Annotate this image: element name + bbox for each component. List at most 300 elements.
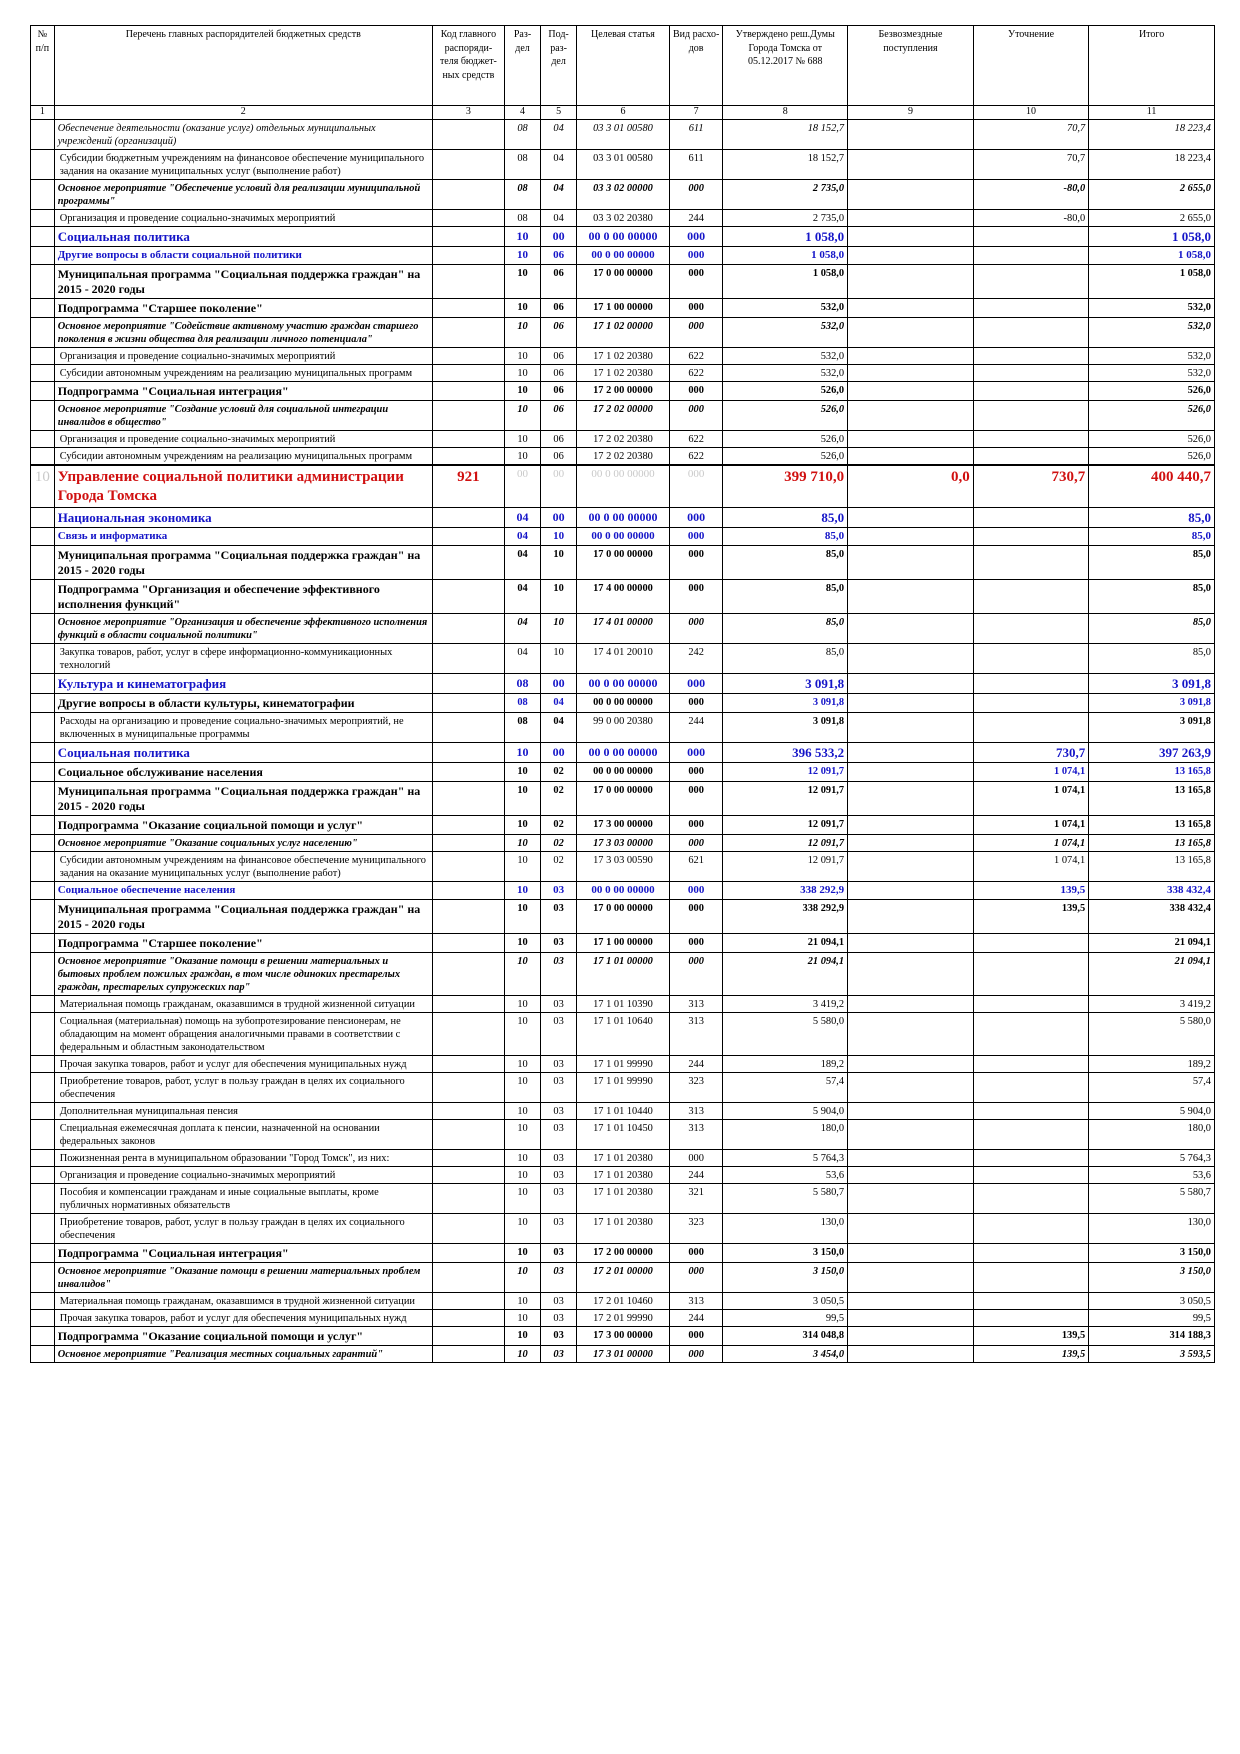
row-name: Муниципальная программа "Социальная поддержка граждан" на 2015 - 2020 годы bbox=[54, 545, 432, 579]
table-row bbox=[31, 120, 1215, 150]
row-target-article: 17 1 01 99990 bbox=[577, 1072, 670, 1102]
row-grants bbox=[848, 150, 974, 180]
row-section: 10 bbox=[504, 448, 540, 466]
row-code bbox=[432, 693, 504, 712]
row-name: Подпрограмма "Оказание социальной помощи и услуг" bbox=[54, 816, 432, 835]
row-name: Муниципальная программа "Социальная поддержка граждан" на 2015 - 2020 годы bbox=[54, 899, 432, 933]
row-expense-type: 244 bbox=[669, 1055, 723, 1072]
row-total: 85,0 bbox=[1089, 527, 1215, 545]
row-grants bbox=[848, 227, 974, 247]
col-header: Раз-дел bbox=[504, 26, 540, 106]
row-target-article: 00 0 00 00000 bbox=[577, 882, 670, 900]
row-name: Управление социальной политики администрации Города Томска bbox=[54, 465, 432, 507]
row-approved: 1 058,0 bbox=[723, 247, 848, 265]
row-total: 314 188,3 bbox=[1089, 1326, 1215, 1345]
row-code bbox=[432, 150, 504, 180]
row-subsection: 03 bbox=[541, 1309, 577, 1326]
row-code bbox=[432, 448, 504, 466]
row-total: 180,0 bbox=[1089, 1119, 1215, 1149]
row-section: 10 bbox=[504, 882, 540, 900]
row-expense-type: 000 bbox=[669, 763, 723, 782]
row-approved: 5 580,0 bbox=[723, 1012, 848, 1055]
row-approved: 532,0 bbox=[723, 318, 848, 348]
row-name: Подпрограмма "Старшее поколение" bbox=[54, 933, 432, 952]
row-code bbox=[432, 180, 504, 210]
row-section: 10 bbox=[504, 952, 540, 995]
row-approved: 12 091,7 bbox=[723, 782, 848, 816]
row-code bbox=[432, 952, 504, 995]
row-code bbox=[432, 507, 504, 527]
row-code bbox=[432, 643, 504, 673]
row-grants bbox=[848, 1243, 974, 1262]
row-code bbox=[432, 265, 504, 299]
row-code bbox=[432, 247, 504, 265]
row-section: 10 bbox=[504, 382, 540, 401]
row-expense-type: 622 bbox=[669, 365, 723, 382]
row-subsection: 03 bbox=[541, 1012, 577, 1055]
row-subsection: 10 bbox=[541, 643, 577, 673]
row-section: 08 bbox=[504, 712, 540, 742]
row-target-article: 17 3 00 00000 bbox=[577, 816, 670, 835]
row-approved: 18 152,7 bbox=[723, 120, 848, 150]
row-number bbox=[31, 673, 55, 693]
row-number bbox=[31, 852, 55, 882]
row-section: 04 bbox=[504, 643, 540, 673]
row-target-article: 03 3 01 00580 bbox=[577, 150, 670, 180]
row-adjustment: -80,0 bbox=[973, 180, 1088, 210]
row-approved: 3 091,8 bbox=[723, 712, 848, 742]
row-approved: 130,0 bbox=[723, 1213, 848, 1243]
row-code bbox=[432, 742, 504, 762]
row-section: 10 bbox=[504, 1119, 540, 1149]
row-subsection: 04 bbox=[541, 150, 577, 180]
row-number bbox=[31, 613, 55, 643]
row-total: 99,5 bbox=[1089, 1309, 1215, 1326]
row-subsection: 03 bbox=[541, 1345, 577, 1362]
row-approved: 3 454,0 bbox=[723, 1345, 848, 1362]
row-name: Организация и проведение социально-значимых мероприятий bbox=[54, 431, 432, 448]
row-expense-type: 000 bbox=[669, 1345, 723, 1362]
row-expense-type: 000 bbox=[669, 1149, 723, 1166]
table-row bbox=[31, 1345, 1215, 1362]
row-grants bbox=[848, 1072, 974, 1102]
row-target-article: 17 1 01 20380 bbox=[577, 1183, 670, 1213]
row-name: Социальная политика bbox=[54, 742, 432, 762]
row-number bbox=[31, 150, 55, 180]
row-name: Закупка товаров, работ, услуг в сфере информационно-коммуникационных технологий bbox=[54, 643, 432, 673]
row-total: 2 655,0 bbox=[1089, 180, 1215, 210]
table-row bbox=[31, 995, 1215, 1012]
row-target-article: 03 3 02 00000 bbox=[577, 180, 670, 210]
row-expense-type: 000 bbox=[669, 816, 723, 835]
row-code bbox=[432, 782, 504, 816]
row-section: 10 bbox=[504, 1213, 540, 1243]
row-total: 3 091,8 bbox=[1089, 693, 1215, 712]
row-grants bbox=[848, 180, 974, 210]
row-grants bbox=[848, 899, 974, 933]
row-approved: 2 735,0 bbox=[723, 210, 848, 227]
row-subsection: 06 bbox=[541, 431, 577, 448]
row-adjustment: 730,7 bbox=[973, 742, 1088, 762]
row-subsection: 03 bbox=[541, 1166, 577, 1183]
row-approved: 3 091,8 bbox=[723, 693, 848, 712]
row-adjustment: 139,5 bbox=[973, 1345, 1088, 1362]
row-number bbox=[31, 120, 55, 150]
table-row bbox=[31, 150, 1215, 180]
row-expense-type: 000 bbox=[669, 693, 723, 712]
row-number bbox=[31, 545, 55, 579]
row-adjustment bbox=[973, 1055, 1088, 1072]
row-target-article: 17 2 00 00000 bbox=[577, 382, 670, 401]
col-number: 8 bbox=[723, 106, 848, 120]
table-row bbox=[31, 210, 1215, 227]
table-row bbox=[31, 952, 1215, 995]
row-expense-type: 611 bbox=[669, 120, 723, 150]
row-number bbox=[31, 227, 55, 247]
row-expense-type: 313 bbox=[669, 1119, 723, 1149]
row-grants bbox=[848, 882, 974, 900]
row-approved: 396 533,2 bbox=[723, 742, 848, 762]
row-total: 13 165,8 bbox=[1089, 816, 1215, 835]
table-row bbox=[31, 265, 1215, 299]
row-adjustment bbox=[973, 382, 1088, 401]
row-subsection: 03 bbox=[541, 1183, 577, 1213]
row-name: Обеспечение деятельности (оказание услуг) отдельных муниципальных учреждений (организаций) bbox=[54, 120, 432, 150]
row-total: 189,2 bbox=[1089, 1055, 1215, 1072]
col-number: 4 bbox=[504, 106, 540, 120]
row-number bbox=[31, 995, 55, 1012]
row-grants bbox=[848, 299, 974, 318]
row-section: 10 bbox=[504, 1326, 540, 1345]
row-subsection: 04 bbox=[541, 210, 577, 227]
row-target-article: 99 0 00 20380 bbox=[577, 712, 670, 742]
row-expense-type: 000 bbox=[669, 835, 723, 852]
row-adjustment bbox=[973, 613, 1088, 643]
row-name: Социальное обслуживание населения bbox=[54, 763, 432, 782]
row-code bbox=[432, 431, 504, 448]
row-grants bbox=[848, 852, 974, 882]
row-subsection: 06 bbox=[541, 299, 577, 318]
row-subsection: 00 bbox=[541, 507, 577, 527]
row-code bbox=[432, 1072, 504, 1102]
row-target-article: 00 0 00 00000 bbox=[577, 527, 670, 545]
row-total: 5 904,0 bbox=[1089, 1102, 1215, 1119]
row-total: 526,0 bbox=[1089, 448, 1215, 466]
row-grants bbox=[848, 401, 974, 431]
table-row bbox=[31, 835, 1215, 852]
table-row bbox=[31, 365, 1215, 382]
row-subsection: 03 bbox=[541, 933, 577, 952]
col-header: Под-раз-дел bbox=[541, 26, 577, 106]
row-number bbox=[31, 782, 55, 816]
row-grants bbox=[848, 507, 974, 527]
table-row bbox=[31, 382, 1215, 401]
row-section: 04 bbox=[504, 613, 540, 643]
row-target-article: 00 0 00 00000 bbox=[577, 465, 670, 507]
row-section: 10 bbox=[504, 401, 540, 431]
row-grants bbox=[848, 1012, 974, 1055]
row-code bbox=[432, 318, 504, 348]
row-code bbox=[432, 763, 504, 782]
row-adjustment: 139,5 bbox=[973, 899, 1088, 933]
row-adjustment bbox=[973, 265, 1088, 299]
row-expense-type: 000 bbox=[669, 1243, 723, 1262]
row-approved: 526,0 bbox=[723, 382, 848, 401]
col-number: 9 bbox=[848, 106, 974, 120]
row-adjustment: -80,0 bbox=[973, 210, 1088, 227]
row-target-article: 17 3 00 00000 bbox=[577, 1326, 670, 1345]
row-code bbox=[432, 933, 504, 952]
row-approved: 526,0 bbox=[723, 448, 848, 466]
table-row bbox=[31, 299, 1215, 318]
row-grants bbox=[848, 1345, 974, 1362]
row-adjustment bbox=[973, 1262, 1088, 1292]
row-number bbox=[31, 1183, 55, 1213]
row-expense-type: 621 bbox=[669, 852, 723, 882]
row-subsection: 03 bbox=[541, 952, 577, 995]
row-target-article: 17 1 01 20380 bbox=[577, 1213, 670, 1243]
table-row bbox=[31, 782, 1215, 816]
row-grants bbox=[848, 1292, 974, 1309]
row-number bbox=[31, 210, 55, 227]
table-row bbox=[31, 1262, 1215, 1292]
row-name: Основное мероприятие "Обеспечение условий для реализации муниципальной программы" bbox=[54, 180, 432, 210]
row-number bbox=[31, 899, 55, 933]
table-row bbox=[31, 431, 1215, 448]
row-number bbox=[31, 882, 55, 900]
row-approved: 1 058,0 bbox=[723, 265, 848, 299]
row-total: 18 223,4 bbox=[1089, 150, 1215, 180]
row-name: Организация и проведение социально-значимых мероприятий bbox=[54, 1166, 432, 1183]
row-code bbox=[432, 210, 504, 227]
row-approved: 189,2 bbox=[723, 1055, 848, 1072]
row-total: 130,0 bbox=[1089, 1213, 1215, 1243]
table-row bbox=[31, 527, 1215, 545]
row-subsection: 00 bbox=[541, 673, 577, 693]
row-name: Основное мероприятие "Реализация местных социальных гарантий" bbox=[54, 1345, 432, 1362]
col-number: 11 bbox=[1089, 106, 1215, 120]
row-target-article: 00 0 00 00000 bbox=[577, 742, 670, 762]
row-total: 13 165,8 bbox=[1089, 763, 1215, 782]
row-approved: 338 292,9 bbox=[723, 882, 848, 900]
row-expense-type: 244 bbox=[669, 1309, 723, 1326]
row-adjustment bbox=[973, 227, 1088, 247]
row-subsection: 10 bbox=[541, 527, 577, 545]
col-header: Уточнение bbox=[973, 26, 1088, 106]
row-grants bbox=[848, 673, 974, 693]
row-grants bbox=[848, 816, 974, 835]
row-total: 5 580,7 bbox=[1089, 1183, 1215, 1213]
col-header: Вид расхо-дов bbox=[669, 26, 723, 106]
table-row bbox=[31, 1055, 1215, 1072]
row-subsection: 04 bbox=[541, 712, 577, 742]
row-target-article: 17 2 02 20380 bbox=[577, 448, 670, 466]
row-target-article: 00 0 00 00000 bbox=[577, 673, 670, 693]
row-number bbox=[31, 348, 55, 365]
row-target-article: 03 3 01 00580 bbox=[577, 120, 670, 150]
row-number bbox=[31, 1292, 55, 1309]
row-name: Основное мероприятие "Создание условий для социальной интеграции инвалидов в общество" bbox=[54, 401, 432, 431]
row-target-article: 17 2 02 00000 bbox=[577, 401, 670, 431]
row-number bbox=[31, 401, 55, 431]
table-row bbox=[31, 899, 1215, 933]
row-target-article: 17 1 01 00000 bbox=[577, 952, 670, 995]
table-row bbox=[31, 465, 1215, 507]
row-code bbox=[432, 401, 504, 431]
row-total: 13 165,8 bbox=[1089, 782, 1215, 816]
row-expense-type: 000 bbox=[669, 782, 723, 816]
row-approved: 85,0 bbox=[723, 507, 848, 527]
row-number bbox=[31, 816, 55, 835]
row-approved: 85,0 bbox=[723, 527, 848, 545]
row-approved: 2 735,0 bbox=[723, 180, 848, 210]
row-subsection: 03 bbox=[541, 1072, 577, 1102]
row-target-article: 00 0 00 00000 bbox=[577, 507, 670, 527]
row-subsection: 10 bbox=[541, 613, 577, 643]
row-total: 5 764,3 bbox=[1089, 1149, 1215, 1166]
row-code bbox=[432, 1292, 504, 1309]
row-adjustment bbox=[973, 348, 1088, 365]
row-name: Основное мероприятие "Организация и обеспечение эффективного исполнения функций в области социальной политики" bbox=[54, 613, 432, 643]
row-name: Материальная помощь гражданам, оказавшимся в трудной жизненной ситуации bbox=[54, 1292, 432, 1309]
row-approved: 3 050,5 bbox=[723, 1292, 848, 1309]
row-subsection: 02 bbox=[541, 835, 577, 852]
row-total: 3 150,0 bbox=[1089, 1243, 1215, 1262]
row-code bbox=[432, 1213, 504, 1243]
col-header: Целевая статья bbox=[577, 26, 670, 106]
row-number bbox=[31, 933, 55, 952]
col-number: 10 bbox=[973, 106, 1088, 120]
row-name: Национальная экономика bbox=[54, 507, 432, 527]
row-expense-type: 000 bbox=[669, 227, 723, 247]
row-grants bbox=[848, 1262, 974, 1292]
row-total: 57,4 bbox=[1089, 1072, 1215, 1102]
row-number bbox=[31, 365, 55, 382]
row-number bbox=[31, 712, 55, 742]
row-adjustment: 1 074,1 bbox=[973, 782, 1088, 816]
row-section: 04 bbox=[504, 527, 540, 545]
row-grants bbox=[848, 1102, 974, 1119]
row-code bbox=[432, 1055, 504, 1072]
row-expense-type: 313 bbox=[669, 1292, 723, 1309]
row-total: 526,0 bbox=[1089, 382, 1215, 401]
row-approved: 314 048,8 bbox=[723, 1326, 848, 1345]
row-grants bbox=[848, 365, 974, 382]
row-expense-type: 321 bbox=[669, 1183, 723, 1213]
row-subsection: 03 bbox=[541, 1149, 577, 1166]
row-adjustment bbox=[973, 1213, 1088, 1243]
row-section: 08 bbox=[504, 210, 540, 227]
row-section: 10 bbox=[504, 742, 540, 762]
row-total: 85,0 bbox=[1089, 643, 1215, 673]
row-number bbox=[31, 952, 55, 995]
row-grants bbox=[848, 952, 974, 995]
row-code bbox=[432, 899, 504, 933]
row-adjustment bbox=[973, 1309, 1088, 1326]
row-target-article: 17 2 01 10460 bbox=[577, 1292, 670, 1309]
row-grants bbox=[848, 782, 974, 816]
row-name: Социальная (материальная) помощь на зубопротезирование пенсионерам, не обладающим на момент обращения аналогичными правами в соответствии с федеральным и областным законодательством bbox=[54, 1012, 432, 1055]
row-total: 1 058,0 bbox=[1089, 227, 1215, 247]
row-expense-type: 000 bbox=[669, 1262, 723, 1292]
row-target-article: 17 4 00 00000 bbox=[577, 579, 670, 613]
row-name: Подпрограмма "Социальная интеграция" bbox=[54, 1243, 432, 1262]
row-total: 18 223,4 bbox=[1089, 120, 1215, 150]
row-adjustment bbox=[973, 1149, 1088, 1166]
row-total: 53,6 bbox=[1089, 1166, 1215, 1183]
row-section: 10 bbox=[504, 348, 540, 365]
table-row bbox=[31, 545, 1215, 579]
row-subsection: 02 bbox=[541, 816, 577, 835]
row-section: 10 bbox=[504, 995, 540, 1012]
row-target-article: 17 2 01 99990 bbox=[577, 1309, 670, 1326]
row-target-article: 17 0 00 00000 bbox=[577, 782, 670, 816]
row-adjustment bbox=[973, 247, 1088, 265]
row-number bbox=[31, 1243, 55, 1262]
row-code bbox=[432, 852, 504, 882]
row-name: Основное мероприятие "Содействие активному участию граждан старшего поколения в жизни общества для реализации личного потенциала" bbox=[54, 318, 432, 348]
row-code bbox=[432, 995, 504, 1012]
row-name: Основное мероприятие "Оказание социальных услуг населению" bbox=[54, 835, 432, 852]
row-grants bbox=[848, 1183, 974, 1213]
row-name: Основное мероприятие "Оказание помощи в решении материальных проблем инвалидов" bbox=[54, 1262, 432, 1292]
row-total: 397 263,9 bbox=[1089, 742, 1215, 762]
row-target-article: 17 1 01 20380 bbox=[577, 1149, 670, 1166]
row-approved: 21 094,1 bbox=[723, 933, 848, 952]
row-subsection: 02 bbox=[541, 852, 577, 882]
row-subsection: 03 bbox=[541, 995, 577, 1012]
row-name: Муниципальная программа "Социальная поддержка граждан" на 2015 - 2020 годы bbox=[54, 265, 432, 299]
table-row bbox=[31, 1292, 1215, 1309]
table-row bbox=[31, 1012, 1215, 1055]
row-number bbox=[31, 431, 55, 448]
row-adjustment bbox=[973, 507, 1088, 527]
row-grants bbox=[848, 545, 974, 579]
row-total: 13 165,8 bbox=[1089, 835, 1215, 852]
row-expense-type: 622 bbox=[669, 348, 723, 365]
row-total: 85,0 bbox=[1089, 545, 1215, 579]
row-code bbox=[432, 120, 504, 150]
row-adjustment: 70,7 bbox=[973, 150, 1088, 180]
table-row bbox=[31, 1102, 1215, 1119]
row-approved: 12 091,7 bbox=[723, 763, 848, 782]
row-adjustment: 1 074,1 bbox=[973, 816, 1088, 835]
row-code bbox=[432, 613, 504, 643]
row-section: 10 bbox=[504, 782, 540, 816]
row-name: Другие вопросы в области культуры, кинематографии bbox=[54, 693, 432, 712]
row-subsection: 06 bbox=[541, 448, 577, 466]
table-row bbox=[31, 348, 1215, 365]
row-total: 338 432,4 bbox=[1089, 882, 1215, 900]
table-row bbox=[31, 742, 1215, 762]
table-row bbox=[31, 712, 1215, 742]
row-code bbox=[432, 673, 504, 693]
table-row bbox=[31, 852, 1215, 882]
row-section: 10 bbox=[504, 227, 540, 247]
row-target-article: 00 0 00 00000 bbox=[577, 247, 670, 265]
row-expense-type: 000 bbox=[669, 527, 723, 545]
row-subsection: 00 bbox=[541, 227, 577, 247]
col-number: 7 bbox=[669, 106, 723, 120]
table-row bbox=[31, 1309, 1215, 1326]
row-name: Подпрограмма "Оказание социальной помощи и услуг" bbox=[54, 1326, 432, 1345]
row-target-article: 17 1 01 10440 bbox=[577, 1102, 670, 1119]
col-number: 1 bbox=[31, 106, 55, 120]
row-adjustment bbox=[973, 693, 1088, 712]
row-name: Подпрограмма "Социальная интеграция" bbox=[54, 382, 432, 401]
row-total: 532,0 bbox=[1089, 318, 1215, 348]
row-code bbox=[432, 882, 504, 900]
